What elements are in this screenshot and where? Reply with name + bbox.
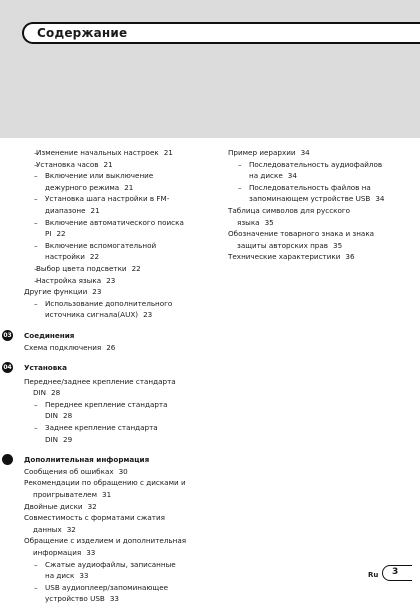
- toc-item[interactable]: – Сжатые аудиофайлы, записанные на диск 33: [24, 559, 202, 582]
- toc-item[interactable]: Обращение с изделием и дополнительная информация 33: [24, 536, 187, 557]
- toc-item[interactable]: – Настройка языка 23: [24, 275, 202, 287]
- toc-item[interactable]: – Последовательность файлов на запоминающем устройстве USB 34: [228, 182, 404, 205]
- page-number: 3: [382, 565, 412, 581]
- section-heading-additional-info[interactable]: Дополнительная информация: [24, 454, 202, 466]
- section-heading-installation[interactable]: 04 Установка: [3, 363, 67, 373]
- toc-item[interactable]: – USB аудиоплеер/запоминающее устройство USB 33: [24, 582, 202, 605]
- toc-item[interactable]: Обозначение товарного знака и знака защиты авторских прав 35: [228, 229, 375, 250]
- toc-left-column: [3, 147, 202, 605]
- toc-item[interactable]: – Выбор цвета подсветки 22: [24, 263, 202, 275]
- section-badge: 04: [3, 364, 12, 372]
- toc-item[interactable]: – Включение или выключение дежурного режима 21: [24, 170, 202, 193]
- section-badge: [2, 454, 13, 465]
- toc-item[interactable]: Сообщения об ошибках 30: [24, 466, 128, 476]
- toc-item[interactable]: Двойные диски 32: [24, 501, 97, 511]
- toc-item[interactable]: – Последовательность аудиофайлов на диске 34: [228, 159, 404, 182]
- toc-item[interactable]: Переднее/заднее крепление стандарта DIN 28: [24, 376, 176, 398]
- toc-item[interactable]: Совместимость с форматами сжатия данных 32: [24, 513, 165, 534]
- toc-item[interactable]: Таблица символов для русского языка 35: [228, 205, 351, 227]
- toc-item[interactable]: – Изменение начальных настроек 21: [24, 147, 202, 159]
- toc-item[interactable]: Другие функции 23: [24, 287, 102, 297]
- toc-item[interactable]: – Установка шага настройки в FM- диапазоне 21: [24, 193, 202, 216]
- header-band: [0, 0, 420, 138]
- toc-item[interactable]: – Использование дополнительного источника сигнала(AUX) 23: [24, 298, 202, 321]
- header-tab: [22, 22, 420, 44]
- page-title: Содержание: [37, 26, 128, 40]
- toc-item[interactable]: – Заднее крепление стандарта DIN 29: [24, 422, 202, 445]
- toc-item[interactable]: – Включение автоматического поиска PI 22: [24, 217, 202, 240]
- toc-right-column: [228, 147, 404, 263]
- section-badge: 03: [3, 331, 12, 339]
- language-label: Ru: [368, 571, 379, 579]
- toc-item[interactable]: Пример иерархии 34: [228, 148, 310, 157]
- section-heading-connections[interactable]: 03 Соединения: [3, 330, 75, 340]
- toc-item[interactable]: Схема подключения 26: [24, 342, 116, 352]
- toc-item[interactable]: Рекомендации по обращению с дисками и проигрывателем 31: [24, 478, 186, 500]
- toc-item[interactable]: – Включение вспомогательной настройки 22: [24, 240, 202, 263]
- toc-item[interactable]: Технические характеристики 36: [228, 252, 355, 262]
- toc-item[interactable]: – Переднее крепление стандарта DIN 28: [24, 399, 202, 422]
- toc-item[interactable]: – Установка часов 21: [24, 159, 202, 171]
